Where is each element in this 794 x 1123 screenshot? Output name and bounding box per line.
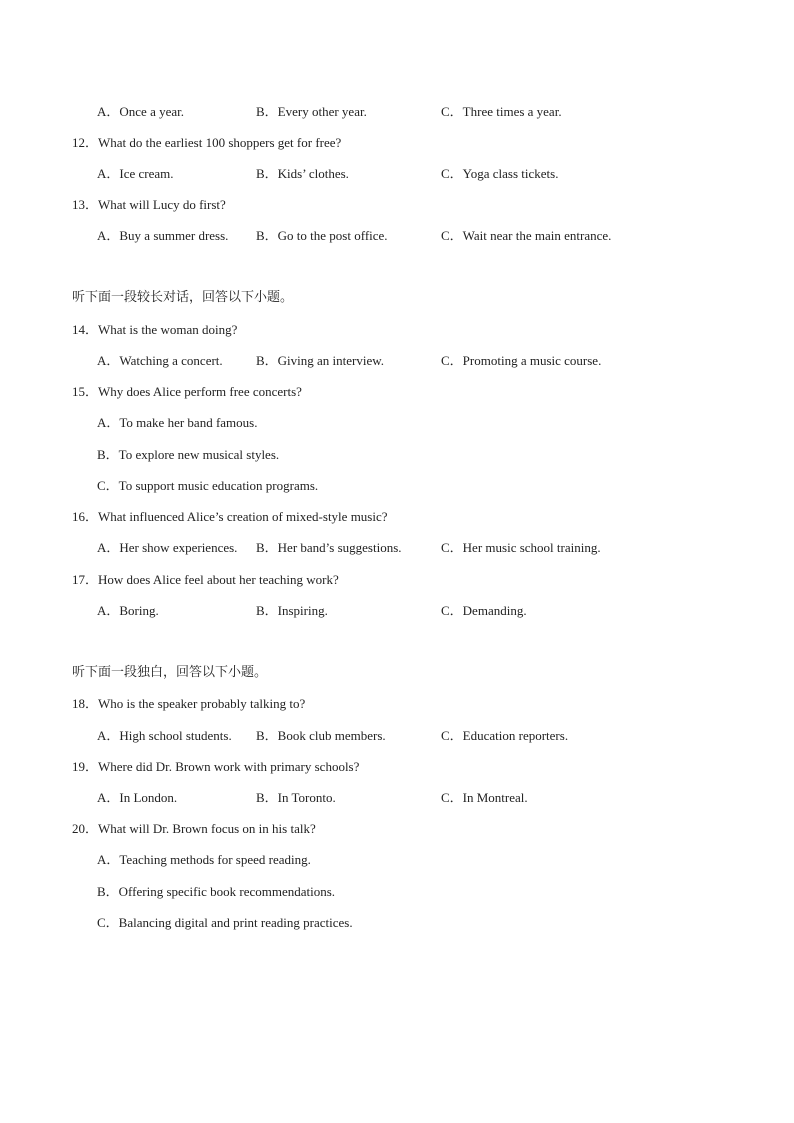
q16-option-a: A．Her show experiences.	[97, 540, 238, 555]
section-heading-long-dialogue: 听下面一段较长对话，回答以下小题。	[72, 290, 294, 305]
q14-option-c: C．Promoting a music course.	[441, 353, 602, 368]
q12-option-c: C．Yoga class tickets.	[441, 166, 559, 181]
q18-question: 18．Who is the speaker probably talking to?	[72, 696, 306, 711]
q13-option-a: A．Buy a summer dress.	[97, 228, 229, 243]
q19-option-b: B．In Toronto.	[256, 790, 336, 805]
q12-question: 12．What do the earliest 100 shoppers get for free?	[72, 135, 342, 150]
q16-option-c: C．Her music school training.	[441, 540, 601, 555]
q20-option-a: A．Teaching methods for speed reading.	[97, 852, 311, 867]
q18-option-c: C．Education reporters.	[441, 728, 569, 743]
q19-option-a: A．In London.	[97, 790, 178, 805]
q20-option-b: B．Offering specific book recommendations.	[97, 884, 336, 899]
q12-option-a: A．Ice cream.	[97, 166, 174, 181]
q15-question: 15．Why does Alice perform free concerts?	[72, 384, 302, 399]
q19-question: 19．Where did Dr. Brown work with primary schools?	[72, 759, 360, 774]
q15-option-b: B．To explore new musical styles.	[97, 447, 280, 462]
q11-option-a: A．Once a year.	[97, 104, 184, 119]
section-heading-monologue: 听下面一段独白，回答以下小题。	[72, 665, 268, 680]
q11-option-c: C．Three times a year.	[441, 104, 562, 119]
q17-question: 17．How does Alice feel about her teaching work?	[72, 572, 339, 587]
q11-option-b: B．Every other year.	[256, 104, 367, 119]
q14-question: 14．What is the woman doing?	[72, 322, 238, 337]
q17-option-b: B．Inspiring.	[256, 603, 328, 618]
q19-option-c: C．In Montreal.	[441, 790, 528, 805]
q16-question: 16．What influenced Alice’s creation of mixed-style music?	[72, 509, 388, 524]
q17-option-a: A．Boring.	[97, 603, 159, 618]
q14-option-a: A．Watching a concert.	[97, 353, 223, 368]
q14-option-b: B．Giving an interview.	[256, 353, 385, 368]
q18-option-b: B．Book club members.	[256, 728, 386, 743]
q20-option-c: C．Balancing digital and print reading practices.	[97, 915, 353, 930]
q13-option-b: B．Go to the post office.	[256, 228, 388, 243]
q12-option-b: B．Kids’ clothes.	[256, 166, 349, 181]
q15-option-a: A．To make her band famous.	[97, 415, 258, 430]
q17-option-c: C．Demanding.	[441, 603, 527, 618]
q13-option-c: C．Wait near the main entrance.	[441, 228, 612, 243]
q16-option-b: B．Her band’s suggestions.	[256, 540, 402, 555]
q20-question: 20．What will Dr. Brown focus on in his talk?	[72, 821, 316, 836]
q18-option-a: A．High school students.	[97, 728, 232, 743]
q15-option-c: C．To support music education programs.	[97, 478, 319, 493]
q13-question: 13．What will Lucy do first?	[72, 197, 226, 212]
